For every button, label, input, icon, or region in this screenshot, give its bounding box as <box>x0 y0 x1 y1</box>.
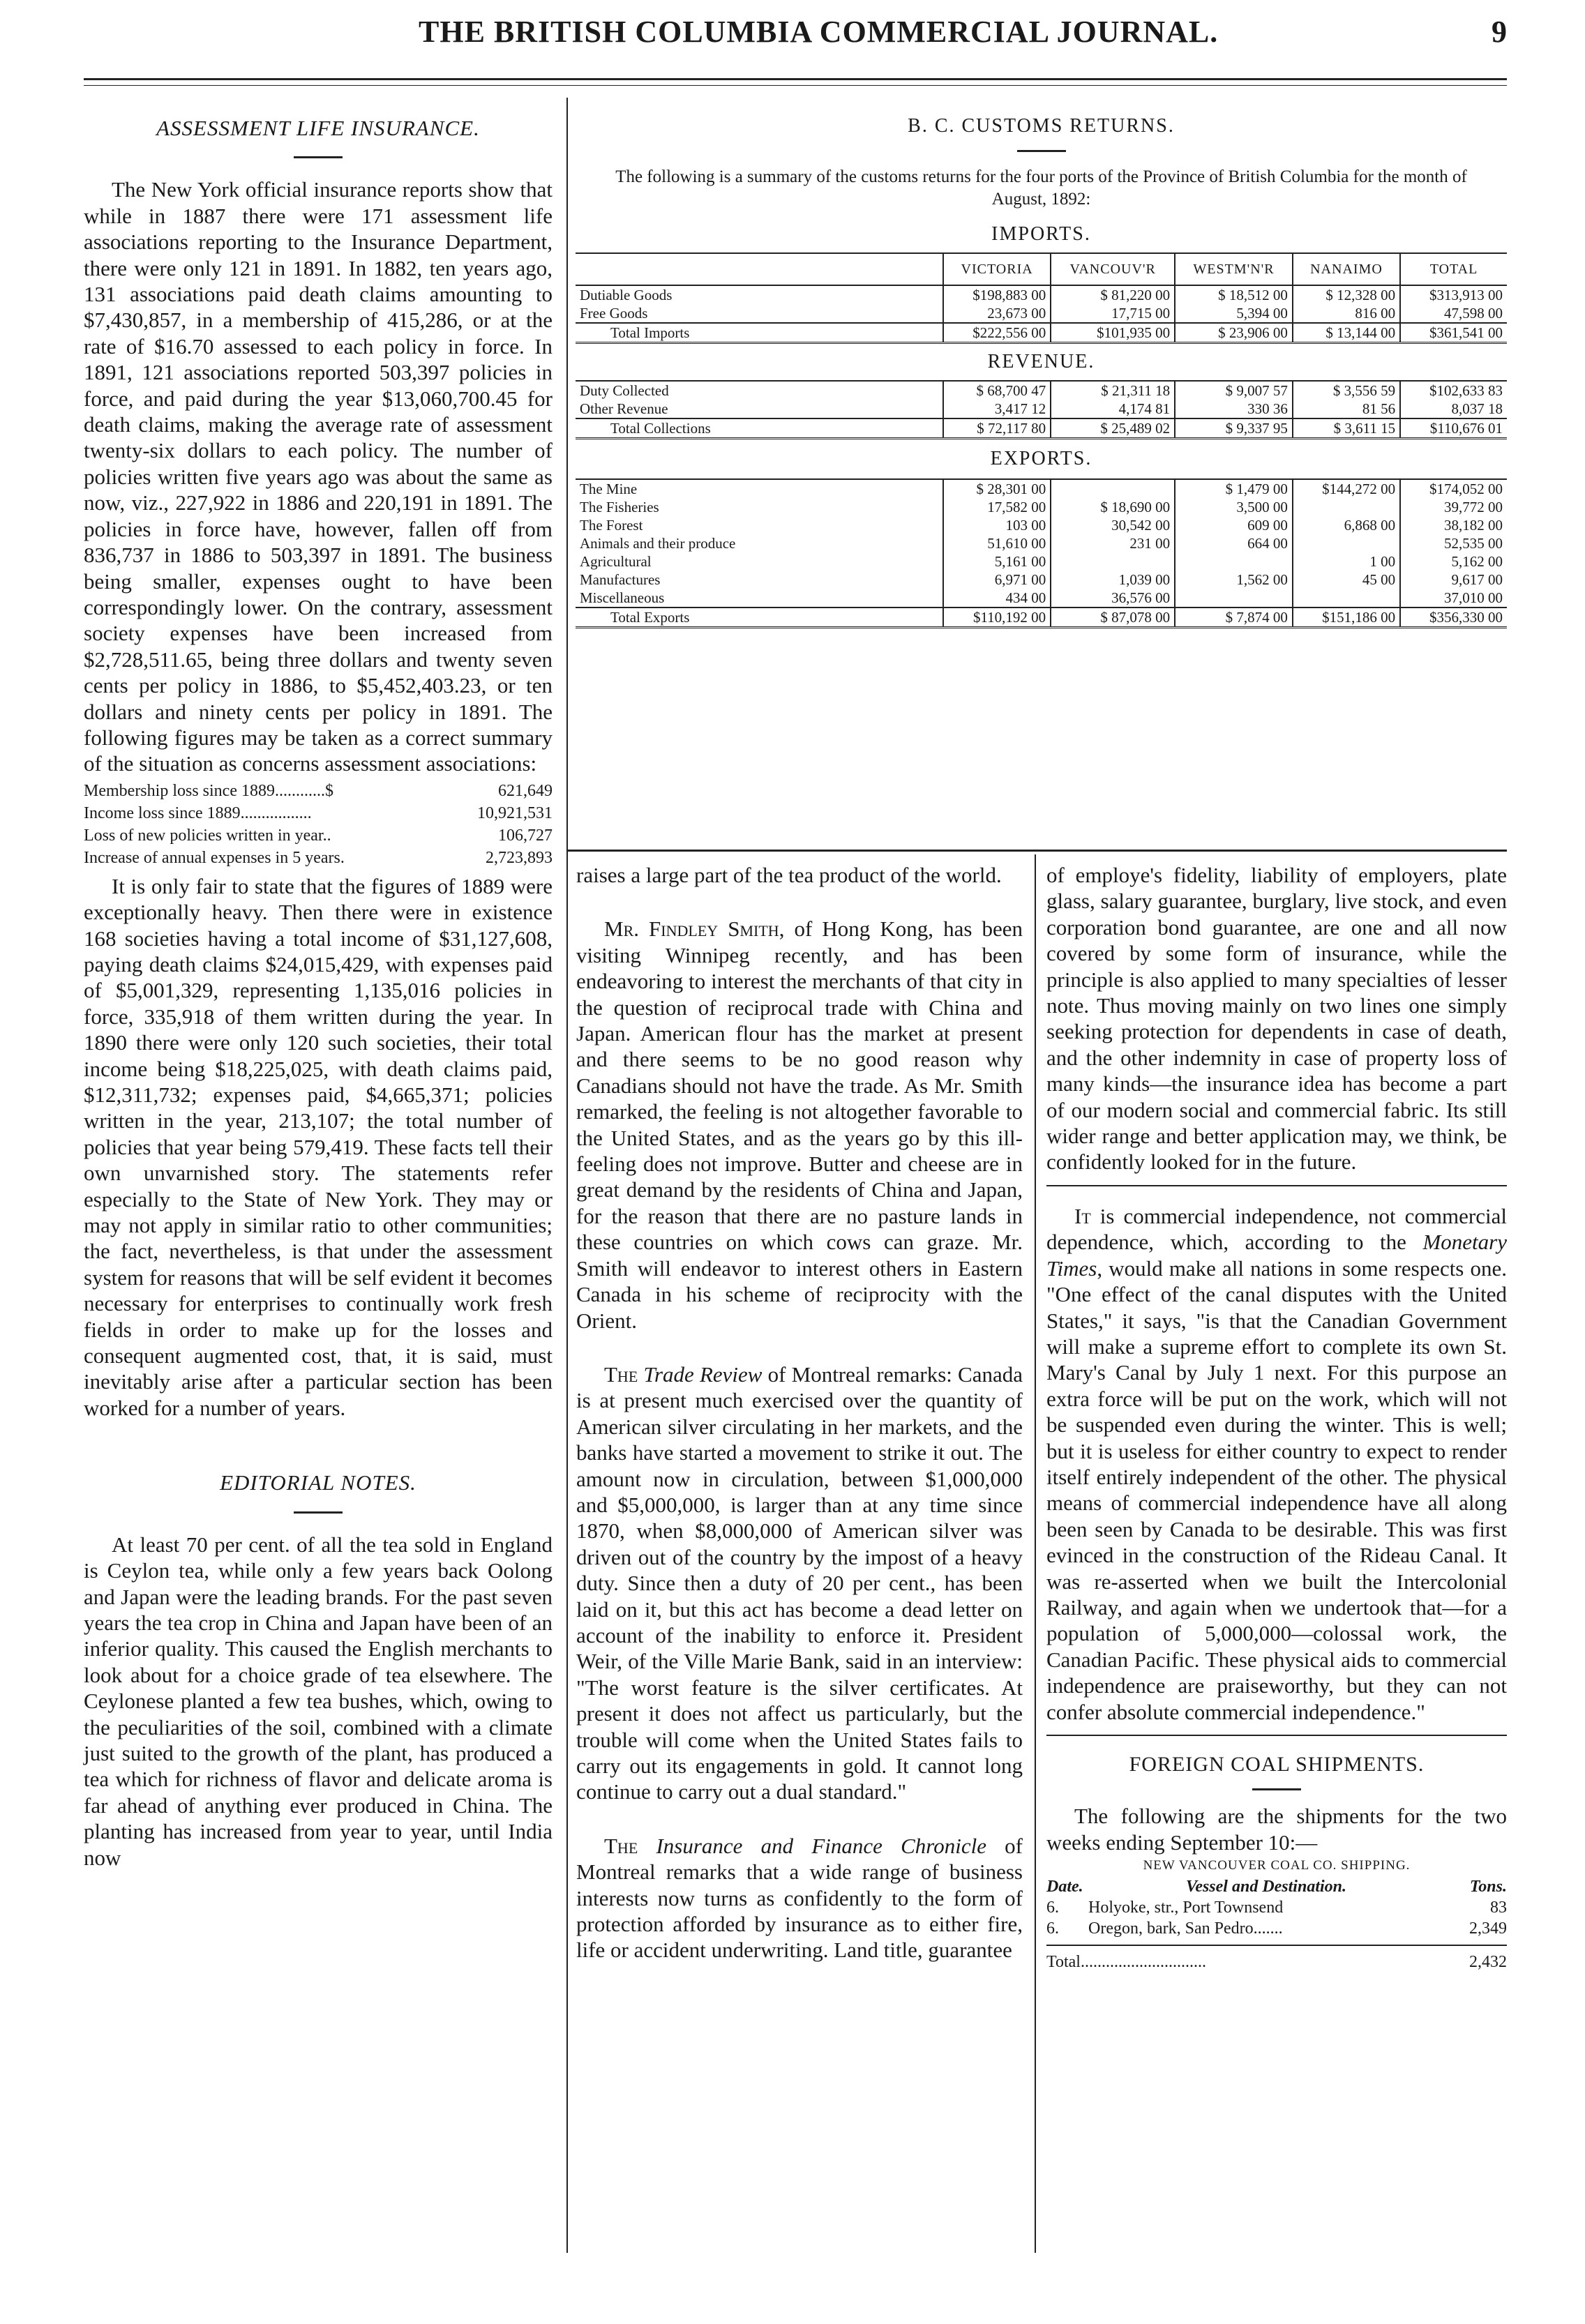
column-header: VANCOUV'R <box>1051 253 1175 285</box>
coal-company: NEW VANCOUVER COAL CO. SHIPPING. <box>1143 1858 1411 1873</box>
table-row: Manufactures 6,971 00 1,039 00 1,562 00 45 00 9,617 00 <box>576 571 1507 589</box>
publication-name: Monetary Times <box>1046 1230 1507 1281</box>
table-total-row: Total.............................. 2,432 <box>1046 1953 1507 1972</box>
right-column <box>1046 862 1507 1972</box>
table-total-row: Total Exports $110,192 00 $ 87,078 00 $ 7,874 00 $151,186 00 $356,330 00 <box>576 608 1507 628</box>
table-row: Animals and their produce 51,610 00 231 00 664 00 52,535 00 <box>576 534 1507 552</box>
header-rule <box>84 78 1507 80</box>
table-header-row <box>576 253 1507 285</box>
divider <box>1017 150 1066 152</box>
table-bottom-rule <box>568 850 1507 852</box>
customs-intro: The following is a summary of the customs returns for the four ports of the Province of British Columbia for the month of August, 1892: <box>615 167 1467 209</box>
divider <box>1046 1945 1507 1946</box>
article-paragraph: It is only fair to state that the figures of 1889 were exceptionally heavy. Then there were in existence 168 societies having a total income of $31,127,608, paying death claims $24,015,429, with expenses paid of $5,001,329, representing 1,135,016 policies in force, 335,918 of them written during the year. In 1890 there were only 120 such societies, their total income being $18,225,025, with death claims paid, $12,311,732; expenses paid, $4,665,371; policies written in the year, 213,107; the total number of policies that year being 579,419. These facts tell their own unvarnished story. The statements refer especially to the State of New York. They may or may not apply in similar ratio to other communities; the fact, nevertheless, is that under the assessment system for reasons that will be self evident it becomes necessary for enterprises to continually work fresh fields in order to make up for the losses and consequent augmented cost, that, it is said, must inevitably arise after a particular section has been worked for a number of years. <box>84 873 553 1420</box>
table-row: Other Revenue 3,417 12 4,174 81 330 36 81 56 8,037 18 <box>576 400 1507 418</box>
divider <box>294 156 343 158</box>
article-paragraph: It is commercial independence, not commercial dependence, which, according to the Monetary Times, would make all nations in some respects one. "One effect of the canal disputes with the United States," it says, "is that the Canadian Government will make a supreme effort to complete its own St. Mary's Canal by July 1 next. For this purpose an extra force will be put on the work, which will not be suspended even during the winter. This is well; but it is useless for either country to expect to render itself entirely independent of the other. The physical means of commercial independence have all along been seen by Canada to be desirable. This was first evinced in the construction of the Rideau Canal. It was re-asserted when we built the Intercolonial Railway, and again when we undertook that—for a population of 5,000,000—colossal work, the Canadian Pacific. These physical aids to commercial independence are praiseworthy, but they can not confer absolute commercial independence." <box>1046 1203 1507 1724</box>
middle-column <box>576 862 1023 1963</box>
article-paragraph: of employe's fidelity, liability of employers, plate glass, salary guarantee, burglary, live stock, and even corporation bond guarantee, are one and all now covered by some form of insurance, while the principle is also applied to many specialties of lesser note. Thus moving mainly on two lines one simply seeking protection for dependents in case of death, and the other indemnity in case of property loss of many kinds—the insurance idea has become a part of our modern social and commercial fabric. Its still wider range and better application may, we think, be confidently looked for in the future. <box>1046 863 1507 1175</box>
divider <box>294 1511 343 1514</box>
person-name: Mr. Findley Smith, <box>604 916 785 942</box>
table-row: Dutiable Goods $198,883 00 $ 81,220 00 $ 18,512 00 $ 12,328 00 $313,913 00 <box>576 285 1507 304</box>
divider <box>1046 1185 1507 1186</box>
coal-heading: FOREIGN COAL SHIPMENTS. <box>1129 1753 1425 1776</box>
stat-row: Loss of new policies written in year.. 106,727 <box>84 826 553 845</box>
column-header: WESTM'N'R <box>1175 253 1293 285</box>
customs-heading: B. C. CUSTOMS RETURNS. <box>908 115 1175 137</box>
column-header: NANAIMO <box>1293 253 1400 285</box>
divider <box>1046 1735 1507 1736</box>
table-row: The Forest 103 00 30,542 00 609 00 6,868 00 38,182 00 <box>576 516 1507 534</box>
coal-table <box>1046 1876 1507 1972</box>
customs-table <box>576 252 1507 628</box>
table-row: The Fisheries 17,582 00 $ 18,690 00 3,500 00 39,772 00 <box>576 498 1507 516</box>
table-row: Miscellaneous 434 00 36,576 00 37,010 00 <box>576 589 1507 608</box>
column-rule-left <box>566 98 568 2253</box>
column-rule-right <box>1035 854 1036 2253</box>
revenue-title: REVENUE. <box>987 351 1095 372</box>
page-header <box>84 14 1507 63</box>
section-heading-editorial: EDITORIAL NOTES. <box>220 1470 416 1495</box>
journal-title: THE BRITISH COLUMBIA COMMERCIAL JOURNAL. <box>419 15 1219 49</box>
publication-name: Insurance and Finance Chronicle <box>656 1833 986 1858</box>
stat-row: Income loss since 1889................. 10,921,531 <box>84 803 553 822</box>
stat-row: Increase of annual expenses in 5 years. 2,723,893 <box>84 848 553 867</box>
article-paragraph: The New York official insurance reports show that while in 1887 there were 171 assessment life associations reporting to the Insurance Department, there were only 121 in 1891. In 1882, ten years ago, 131 associations paid death claims amounting to $7,430,857, in a membership of 415,286, or at the rate of $16.70 assessed to each policy in force. In 1891, 121 associations reported 503,397 policies in force, and paid during the year $13,060,700.45 for death claims, making the average rate of assessment twenty-six dollars to each policy. The number of policies written five years ago was about the same as now, viz., 227,922 in 1886 and 220,191 in 1891. The policies in force have, however, fallen off from 836,737 in 1886 to 503,397 in 1891. The business being smaller, expenses ought to have been correspondingly lower. On the contrary, assessment society expenses have been increased from $2,728,511.65, being three dollars and twenty seven cents per policy in 1886, to $5,452,403.23, or ten dollars and ninety cents per policy in 1891. The following figures may be taken as a correct summary of the situation as concerns assessment associations: <box>84 177 553 776</box>
article-paragraph: The Insurance and Finance Chronicle of Montreal remarks that a wide range of business interests now turns as confidently to the form of protection afforded by insurance as to either fire, life or accident underwriting. Land title, guarantee <box>576 1833 1023 1963</box>
article-paragraph: Mr. Findley Smith, of Hong Kong, has been visiting Winnipeg recently, and has been endeavoring to interest the merchants of that city in the question of reciprocal trade with China and Japan. American flour has the market at present and there seems to be no good reason why Canadians should not have the trade. As Mr. Smith remarked, the feeling is not altogether favorable to the United States, and as the years go by this ill-feeling does not improve. Butter and cheese are in great demand by the residents of China and Japan, for the reason that there are no pasture lands in these countries on which cows can graze. Mr. Smith will endeavor to interest others in Eastern Canada in his scheme of reciprocity with the Orient. <box>576 916 1023 1333</box>
table-row: 6. Holyoke, str., Port Townsend 83 <box>1046 1899 1507 1917</box>
left-column <box>84 115 553 1871</box>
publication-name: Trade Review <box>643 1361 763 1387</box>
divider <box>1252 1788 1301 1790</box>
section-heading-assessment: ASSESSMENT LIFE INSURANCE. <box>156 116 480 140</box>
table-row: Free Goods 23,673 00 17,715 00 5,394 00 816 00 47,598 00 <box>576 304 1507 323</box>
table-row: The Mine $ 28,301 00 $ 1,479 00 $144,272 00 $174,052 00 <box>576 479 1507 498</box>
table-total-row: Total Imports $222,556 00 $101,935 00 $ 23,906 00 $ 13,144 00 $361,541 00 <box>576 323 1507 343</box>
table-total-row: Total Collections $ 72,117 80 $ 25,489 02 $ 9,337 95 $ 3,611 15 $110,676 01 <box>576 418 1507 439</box>
stat-row: Membership loss since 1889............$ 621,649 <box>84 781 553 800</box>
header-rule-thin <box>84 85 1507 86</box>
table-row: Duty Collected $ 68,700 47 $ 21,311 18 $ 9,007 57 $ 3,556 59 $102,633 83 <box>576 381 1507 400</box>
table-row: 6. Oregon, bark, San Pedro....... 2,349 <box>1046 1919 1507 1938</box>
imports-title: IMPORTS. <box>991 223 1091 245</box>
exports-title: EXPORTS. <box>990 448 1092 469</box>
column-header: TOTAL <box>1400 253 1507 285</box>
article-paragraph: raises a large part of the tea product of the world. <box>576 863 1002 887</box>
customs-returns <box>576 115 1507 628</box>
coal-header-row: Date. Vessel and Destination. Tons. <box>1046 1878 1507 1896</box>
page-number: 9 <box>1492 15 1507 49</box>
stats-list <box>84 780 553 869</box>
coal-intro: The following are the shipments for the two weeks ending September 10:— <box>1046 1804 1507 1855</box>
article-paragraph: The Trade Review of Montreal remarks: Canada is at present much exercised over the quantity of American silver circulating in her markets, and the banks have started a movement to strike it out. The amount now in circulation, between $1,000,000 and $5,000,000, is larger than at any time since 1870, when $8,000,000 of American silver was driven out of the country by the impost of a heavy duty. Since then a duty of 20 per cent., has been laid on it, but this act has become a dead letter on account of the inability to enforce it. President Weir, of the Ville Marie Bank, said in an interview: "The worst feature is the silver certificates. At present it does not affect us particularly, but the trouble will come when the United States fails to carry out its engagements in gold. It cannot long continue to carry out a dual standard." <box>576 1361 1023 1804</box>
table-row: Agricultural 5,161 00 1 00 5,162 00 <box>576 552 1507 571</box>
column-header: VICTORIA <box>943 253 1051 285</box>
article-paragraph: At least 70 per cent. of all the tea sold in England is Ceylon tea, while only a few years back Oolong and Japan were the leading brands. For the past seven years the tea crop in China and Japan have been of an inferior quality. This caused the English merchants to look about for a choice grade of tea elsewhere. The Ceylonese planted a few tea bushes, which, owing to the peculiarities of the soil, combined with a climate just suited to the growth of the plant, has produced a tea which for richness of flavor and delicate aroma is far ahead of anything ever produced in China. The planting has increased from year to year, until India now <box>84 1532 553 1870</box>
